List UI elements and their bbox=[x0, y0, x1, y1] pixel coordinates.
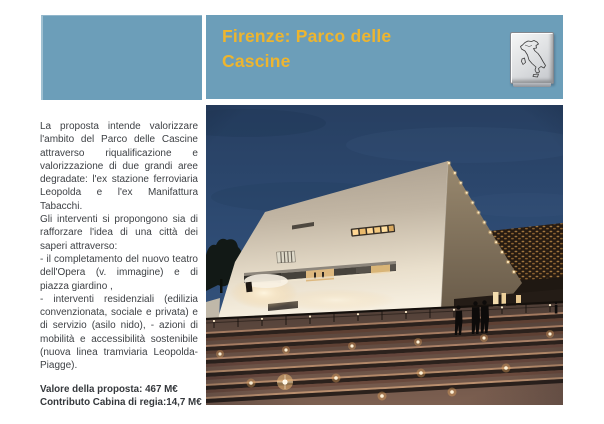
header-bar bbox=[206, 15, 563, 99]
header-accent-block bbox=[41, 15, 202, 100]
paragraph-interventi: Gli interventi si propongono sia di rafforzare l'idea di una città dei saperi attraverso: bbox=[40, 214, 198, 252]
slide-title: Firenze: Parco delle Cascine bbox=[222, 26, 392, 71]
italy-map-icon bbox=[510, 32, 554, 84]
body-text-column bbox=[40, 120, 202, 410]
bullet-teatro-opera: - il completamento del nuovo teatro dell'Opera (v. immagine) e di piazza giardino , bbox=[40, 253, 198, 292]
opera-theatre-photo bbox=[206, 105, 563, 405]
paragraph-proposta: La proposta intende valorizzare l'ambito del Parco delle Cascine attraverso riqualificazione e valorizzazione di due grandi aree degradate: l'ex stazione ferroviaria Leopolda e l'ex Manifattura Tabacchi. bbox=[40, 121, 198, 212]
value-proposta: Valore della proposta: 467 M€ bbox=[40, 383, 178, 395]
bullet-residenziali: - interventi residenziali (edilizia convenzionata, sociale e privata) e di servizio (asilo nido), - azioni di mobilità e accessibilità sostenibile (nuova linea tramviaria Leopolda-Piagge). bbox=[40, 293, 198, 372]
photo-vignette bbox=[206, 105, 563, 405]
value-contributo: Contributo Cabina di regia:14,7 M€ bbox=[40, 397, 202, 409]
